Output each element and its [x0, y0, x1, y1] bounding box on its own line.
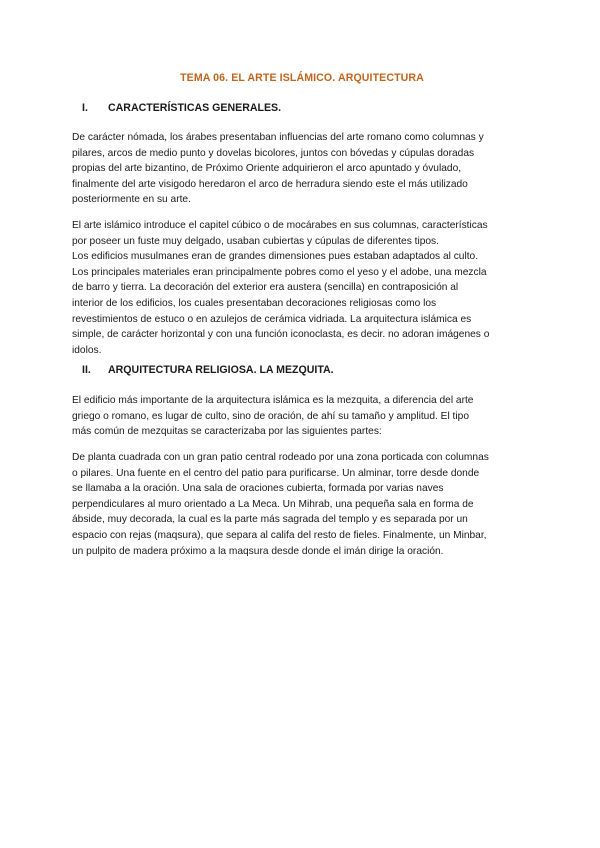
text-line: interior de los edificios, los cuales presentaban decoraciones religiosas como los [72, 297, 437, 309]
text-line: propias del arte bizantino, de Próximo Oriente adquirieron el arco apuntado y óvulado, [72, 163, 462, 175]
text-line: de barro y tierra. La decoración del exterior era austera (sencilla) en contraposición al [72, 282, 459, 294]
text-line: ábside, muy decorada, la cual es la parte más sagrada del templo y es separada por un [72, 514, 468, 526]
section-title: CARACTERÍSTICAS GENERALES. [108, 102, 282, 114]
section-heading-2 [82, 364, 334, 376]
section-number: II. [82, 364, 91, 376]
text-line: un pulpito de madera próximo a la maqsura desde donde el imán dirige la oración. [72, 545, 444, 557]
text-line: De carácter nómada, los árabes presentaban influencias del arte romano como columnas y [72, 132, 484, 143]
text-line: finalmente del arte visigodo heredaron el arco de herradura siendo este el más utilizado [72, 178, 468, 190]
text-line: simple, de carácter horizontal y con una función iconoclasta, es decir. no adoran imágenes o [72, 329, 490, 341]
text-line: perpendiculares al muro orientado a La Meca. Un Mihrab, una pequeña sala en forma de [72, 498, 474, 510]
text-line: revestimientos de estuco o en azulejos de cerámica vidriada. La arquitectura islámica es [72, 313, 472, 325]
text-line: Los edificios musulmanes eran de grandes dimensiones pues estaban adaptados al culto. [72, 251, 479, 263]
document-title: TEMA 06. EL ARTE ISLÁMICO. ARQUITECTURA [180, 72, 424, 84]
text-line: se llamaba a la oración. Una sala de oraciones cubierta, formada por varias naves [72, 483, 444, 495]
text-line: o pilares. Una fuente en el centro del patio para purificarse. Un alminar, torre desde donde [72, 467, 480, 479]
text-line: por poseer un fuste muy delgado, usaban cubiertas y cúpulas de diferentes tipos. [72, 235, 439, 247]
section-title: ARQUITECTURA RELIGIOSA. LA MEZQUITA. [108, 364, 334, 376]
paragraph-mosque-intro [72, 393, 532, 440]
text-line: Los principales materiales eran principalmente pobres como el yeso y el adobe, una mezcla [72, 266, 487, 278]
text-line: posteriormente en su arte. [72, 194, 191, 206]
text-line: griego o romano, es lugar de culto, sino de oración, de ahí su tamaño y amplitud. El tipo [72, 410, 469, 422]
text-line: espacio con rejas (maqsura), que separa al califa del resto de fieles. Finalmente, un Minbar, [72, 529, 487, 541]
paragraph-origins [72, 130, 532, 208]
section-heading-1 [82, 102, 281, 114]
text-line: De planta cuadrada con un gran patio central rodeado por una zona porticada con columnas [72, 452, 489, 463]
section-number: I. [82, 102, 88, 114]
paragraph-mosque-parts [72, 450, 532, 559]
text-line: más común de mezquitas se caracterizaba por las siguientes partes: [72, 426, 382, 438]
text-line: pilares, arcos de medio punto y dovelas bicolores, juntos con bóvedas y cúpulas doradas [72, 147, 475, 159]
text-line: El arte islámico introduce el capitel cúbico o de mocárabes en sus columnas, características [72, 220, 488, 231]
paragraph-characteristics [72, 218, 532, 358]
text-line: El edificio más importante de la arquitectura islámica es la mezquita, a diferencia del arte [72, 395, 474, 406]
text-line: idolos. [72, 344, 102, 356]
